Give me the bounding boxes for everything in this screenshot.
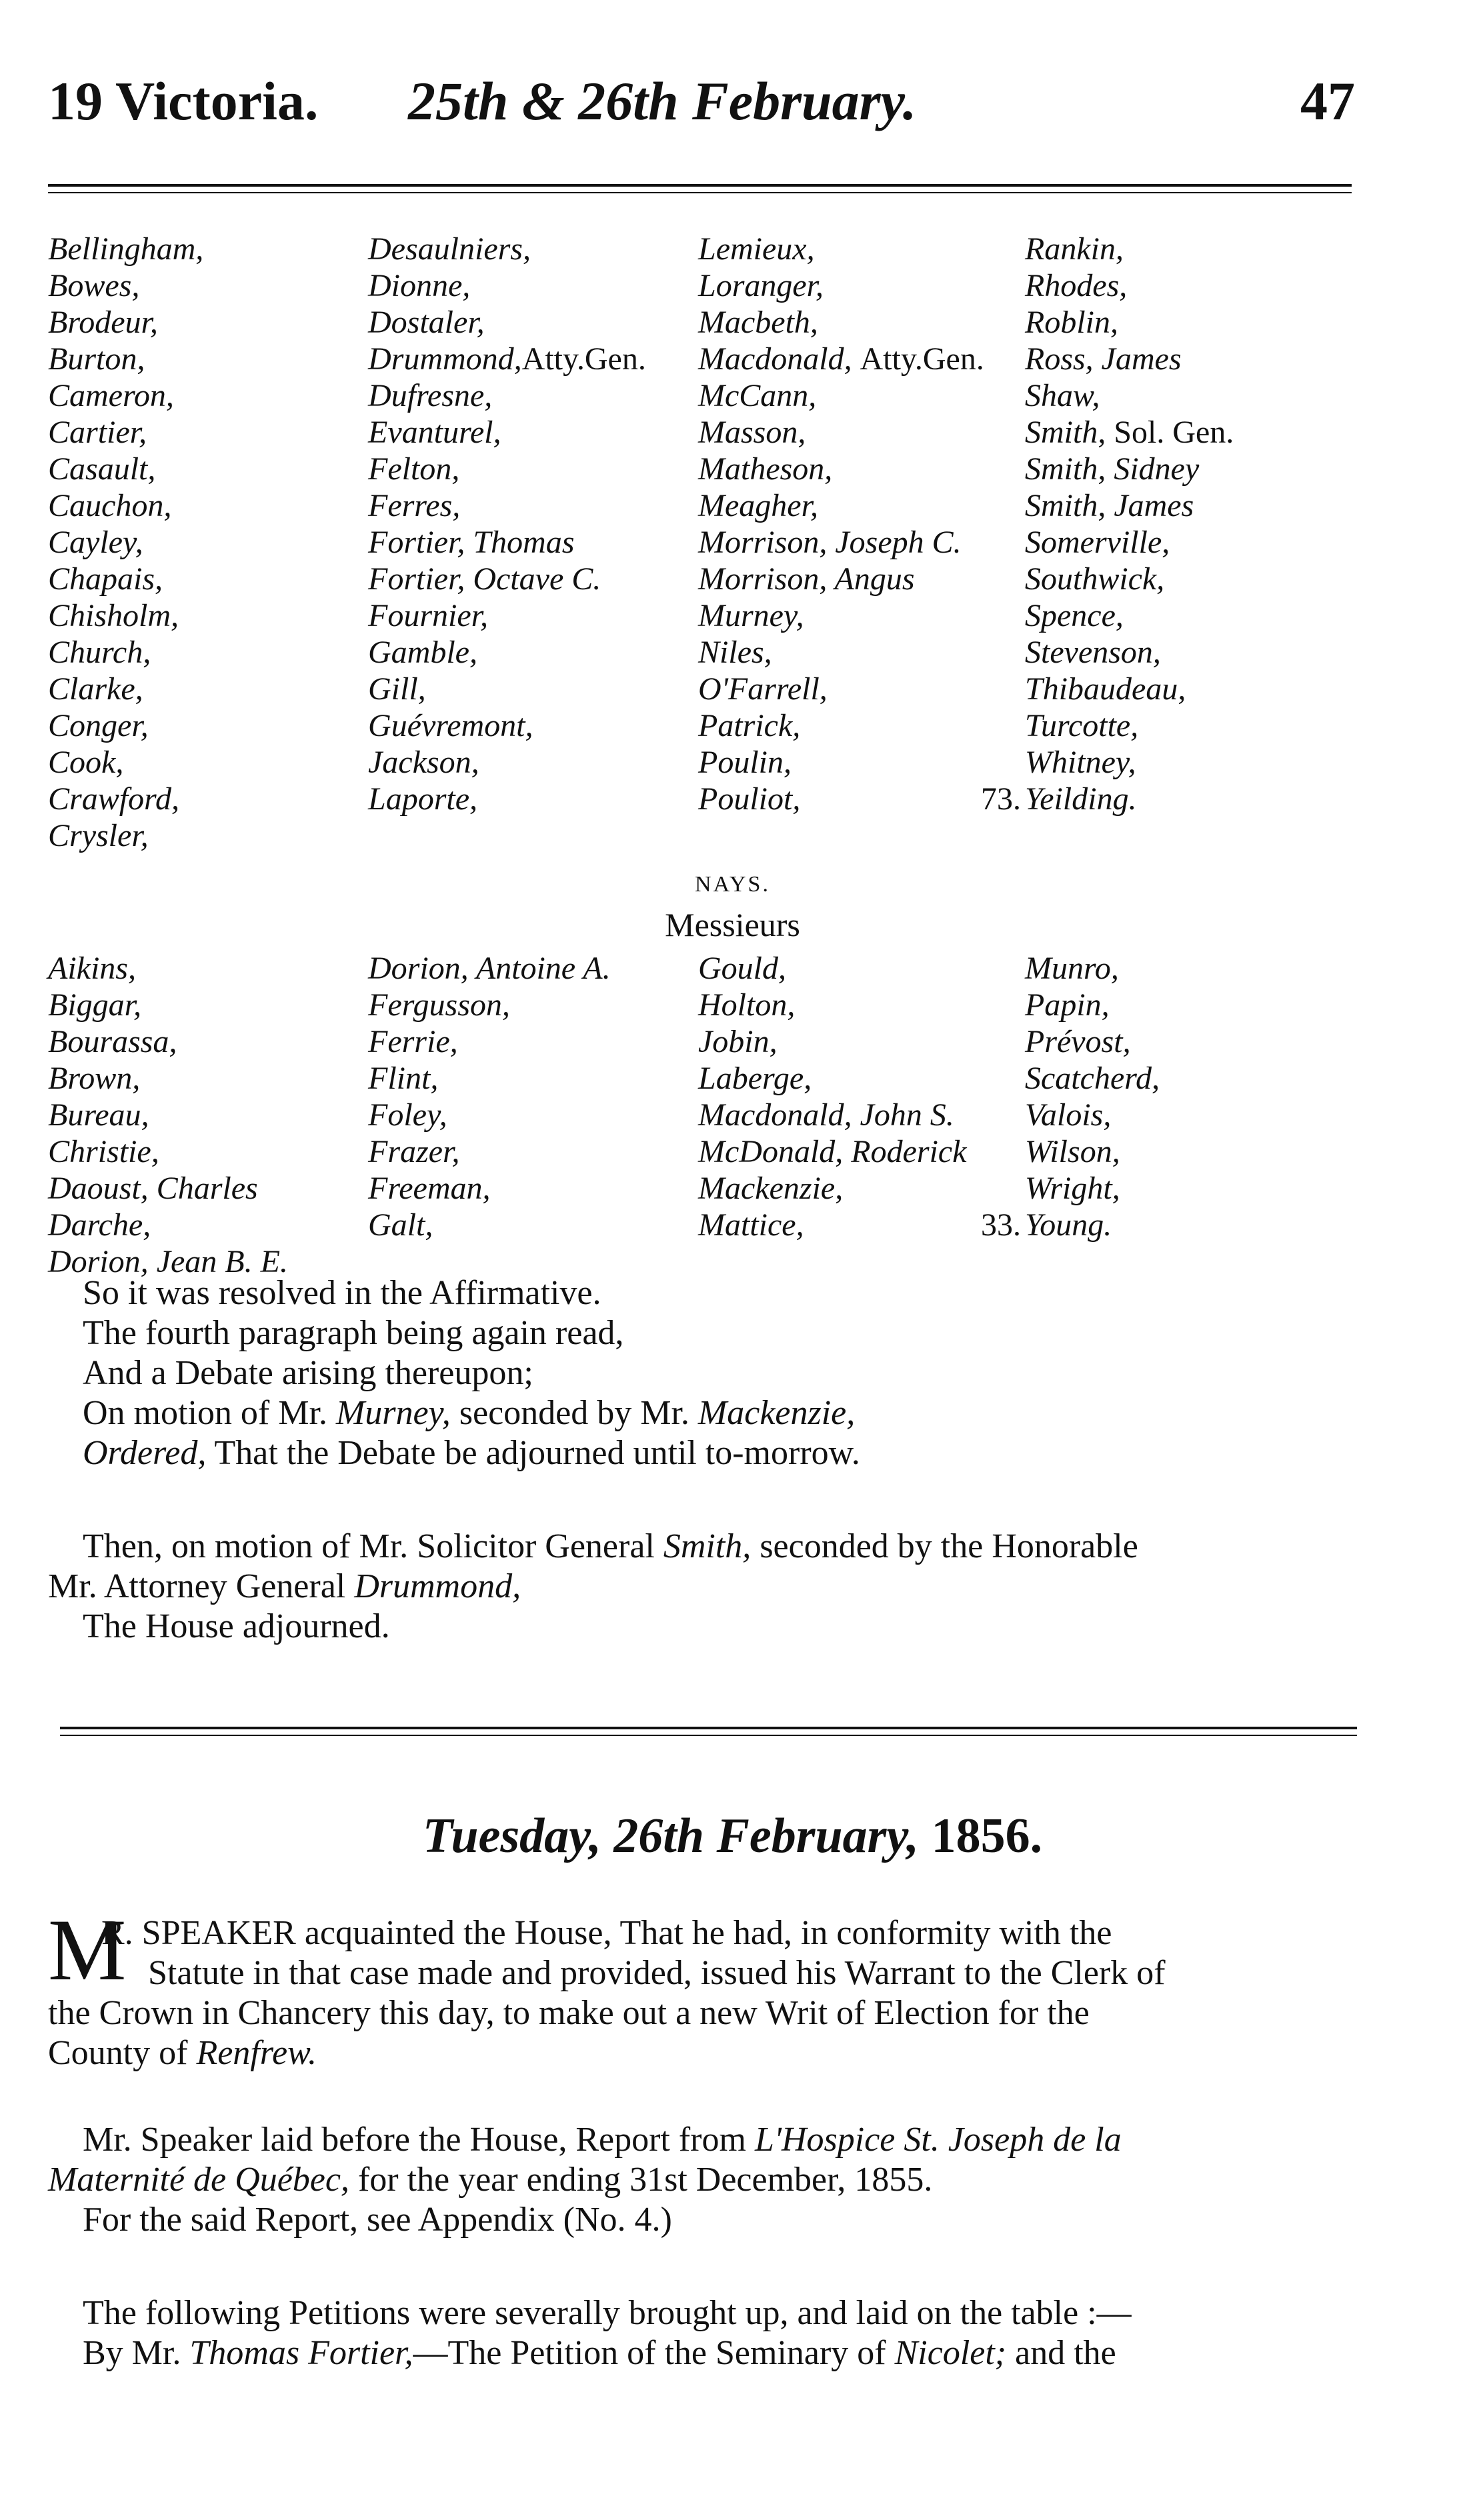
yea-name: Desaulniers, [368,231,531,267]
attorney-general-title: Atty.Gen. [521,341,646,377]
yea-name: Stevenson, [1025,635,1161,670]
adjournment-text: seconded by the Honorable [760,1527,1138,1565]
petition-text: —The Petition of the Seminary of [413,2334,886,2372]
nay-name: Valois, [1025,1097,1112,1133]
nay-name: Papin, [1025,987,1110,1023]
yea-name: Cayley, [48,525,143,560]
speaker-line-1: R. SPEAKER acquainted the House, That he had, in conformity with the [101,1914,1112,1952]
yea-name: Morrison, Joseph C. [698,525,962,560]
yea-name: Drummond, [368,341,522,377]
ordered-word: Ordered, [83,1434,207,1472]
petitions-paragraph [48,2293,1362,2373]
nay-name: Holton, [698,987,796,1023]
yea-name: Bowes, [48,268,140,303]
nay-name: Ferrie, [368,1024,458,1059]
yea-name: Fortier, Octave C. [368,561,601,597]
report-line-2 [48,2160,1362,2200]
nay-name: Darche, [48,1207,151,1243]
nay-name: Mackenzie, [698,1171,844,1206]
page-number: 47 [1300,71,1355,131]
yea-name: Casault, [48,451,156,487]
member-name: Mackenzie, [697,1394,856,1432]
date-heading [0,1808,1465,1865]
nay-name: Frazer, [368,1134,460,1169]
report-paragraph [48,2120,1362,2240]
yea-name: Thibaudeau, [1025,671,1186,707]
yea-name: Shaw, [1025,378,1100,413]
yea-name: Dufresne, [368,378,493,413]
member-name: Thomas Fortier, [189,2334,413,2372]
yea-name: Loranger, [698,268,824,303]
speaker-line-4 [48,2033,1362,2073]
nay-name: Gould, [698,951,786,986]
nays-column-4 [981,950,1160,1243]
yea-name: Crysler, [48,818,149,853]
petitions-line-2 [48,2333,1362,2373]
nay-name: Mattice, [698,1207,804,1243]
motion-text: On motion of Mr. [83,1394,327,1432]
date-month: February, [716,1809,920,1863]
speaker-line-3: the Crown in Chancery this day, to make out a new Writ of Election for the [48,1994,1090,2032]
date-day: Tuesday, [422,1809,601,1863]
yea-name: Dionne, [368,268,471,303]
nay-name: Dorion, Jean B. E. [48,1244,288,1279]
yea-name-with-title [698,341,984,377]
yea-name: Cauchon, [48,488,172,523]
yea-name: Dostaler, [368,305,485,340]
speaker-text: County of [48,2034,188,2072]
attorney-general-title: Atty.Gen. [860,341,984,377]
yea-name: Smith, [1025,415,1106,450]
nay-name: Dorion, Antoine A. [368,951,611,986]
yea-name: McCann, [698,378,817,413]
place-name: Nicolet; [894,2334,1007,2372]
running-head [48,70,1355,143]
yea-name: Matheson, [698,451,833,487]
section-rule [60,1727,1357,1729]
nay-name: Prévost, [1025,1024,1131,1059]
nay-name: Scatcherd, [1025,1061,1160,1096]
yea-name: Cartier, [48,415,147,450]
petitions-line-1: The following Petitions were severally brought up, and laid on the table :— [83,2294,1132,2332]
nay-name: McDonald, Roderick [698,1134,967,1169]
yea-name: Laporte, [368,781,478,817]
yea-name: Fournier, [368,598,488,633]
resolved-line: So it was resolved in the Affirmative. [83,1274,601,1312]
member-name: Murney, [335,1394,451,1432]
yea-name: Lemieux, [698,231,815,267]
header-regnal-year: 19 Victoria. [48,71,319,131]
nay-name: Freeman, [368,1171,491,1206]
debate-line: And a Debate arising thereupon; [83,1354,533,1392]
nay-name: Flint, [368,1061,439,1096]
yea-name: Morrison, Angus [698,561,915,597]
yea-name-with-title [368,341,646,377]
nay-name: Jobin, [698,1024,778,1059]
petition-text: By Mr. [83,2334,181,2372]
ordered-text: That the Debate be adjourned until to-morrow. [214,1434,860,1472]
nay-name: Biggar, [48,987,142,1023]
yea-name: Brodeur, [48,305,158,340]
adjournment-paragraph [48,1527,1362,1647]
nay-name: Munro, [1025,951,1119,986]
ordered-line [48,1433,1362,1473]
yea-name: Chapais, [48,561,163,597]
yea-name: Spence, [1025,598,1124,633]
yea-name: Poulin, [698,745,792,780]
petition-text: and the [1015,2334,1116,2372]
yea-name: Niles, [698,635,772,670]
date-year: 1856. [931,1809,1043,1863]
date-number: 26th [613,1809,704,1863]
yea-name: Turcotte, [1025,708,1139,743]
yeas-column-3 [698,231,984,817]
fourth-paragraph-line: The fourth paragraph being again read, [83,1314,624,1352]
member-name: Drummond, [354,1567,521,1605]
nays-heading: NAYS. [695,872,770,897]
report-text: Mr. Speaker laid before the House, Report from [83,2121,746,2159]
nay-name: Wright, [1025,1171,1120,1206]
messieurs-label: Messieurs [665,906,800,943]
yeas-column-1 [48,231,203,854]
yea-name: Jackson, [368,745,479,780]
yeas-column-4 [981,231,1234,817]
speaker-line-2: Statute in that case made and provided, issued his Warrant to the Clerk of [148,1954,1166,1992]
yea-name: O'Farrell, [698,671,828,707]
nay-name: Aikins, [48,951,136,986]
speaker-paragraph [48,1901,1362,2073]
yea-name: Rhodes, [1025,268,1128,303]
yea-name: Evanturel, [368,415,501,450]
yea-name: Macdonald, [698,341,852,377]
header-dates: 25th & 26th February. [408,71,917,131]
nays-count: 33. [981,1207,1021,1243]
solicitor-general-title: Sol. Gen. [1114,415,1234,450]
nay-name: Young. [1025,1207,1112,1243]
attorney-line [48,1567,1362,1607]
nays-column-2 [368,950,611,1243]
member-name: Smith, [663,1527,752,1565]
yeas-count: 73. [981,781,1021,817]
header-rule [48,184,1352,187]
report-text: for the year ending 31st December, 1855. [357,2161,933,2199]
yea-name: Yeilding. [1025,781,1137,817]
county-name: Renfrew. [196,2034,317,2072]
yea-name: Southwick, [1025,561,1165,597]
drop-capital: M [48,1901,127,1999]
nay-name: Bureau, [48,1097,149,1133]
yea-name: Conger, [48,708,149,743]
motion-line [48,1393,1362,1433]
yea-name: Chisholm, [48,598,179,633]
report-line-1 [48,2120,1362,2160]
yea-name-with-title [1025,414,1234,451]
institution-name: L'Hospice St. Joseph de la [754,2121,1122,2159]
nay-name: Laberge, [698,1061,812,1096]
yea-name: Smith, Sidney [1025,451,1200,487]
nay-name: Macdonald, John S. [698,1097,954,1133]
yea-name: Fortier, Thomas [368,525,575,560]
nay-last-with-count [981,1207,1160,1243]
yea-name: Guévremont, [368,708,533,743]
nay-name: Wilson, [1025,1134,1120,1169]
yea-last-with-count [981,781,1234,817]
yea-name: Cook, [48,745,124,780]
motion-text: seconded by Mr. [459,1394,689,1432]
yea-name: Smith, James [1025,488,1194,523]
nay-name: Christie, [48,1134,159,1169]
nay-name: Bourassa, [48,1024,177,1059]
institution-name: Maternité de Québec, [48,2161,349,2199]
yea-name: Bellingham, [48,231,204,267]
proceedings [48,1273,1362,1473]
yea-name: Ferres, [368,488,461,523]
nay-name: Daoust, Charles [48,1171,258,1206]
yea-name: Felton, [368,451,460,487]
yea-name: Cameron, [48,378,174,413]
yea-name: Rankin, [1025,231,1124,267]
yea-name: Burton, [48,341,145,377]
nays-column-1 [48,950,288,1280]
adjournment-text: Mr. Attorney General [48,1567,346,1605]
house-adjourned-line: The House adjourned. [83,1607,390,1645]
yea-name: Roblin, [1025,305,1118,340]
yea-name: Pouliot, [698,781,801,817]
yea-name: Church, [48,635,151,670]
yea-name: Somerville, [1025,525,1170,560]
nay-name: Foley, [368,1097,447,1133]
yea-name: Gill, [368,671,426,707]
nay-name: Galt, [368,1207,433,1243]
yea-name: Gamble, [368,635,477,670]
yea-name: Clarke, [48,671,143,707]
yea-name: Whitney, [1025,745,1136,780]
yea-name: Patrick, [698,708,801,743]
adjournment-text: Then, on motion of Mr. Solicitor General [83,1527,655,1565]
yea-name: Murney, [698,598,804,633]
nays-column-3 [698,950,967,1243]
yeas-column-2 [368,231,646,817]
yea-name: Ross, James [1025,341,1182,377]
then-line [48,1527,1362,1567]
yea-name: Macbeth, [698,305,818,340]
yea-name: Crawford, [48,781,179,817]
nay-name: Fergusson, [368,987,510,1023]
nay-name: Brown, [48,1061,141,1096]
report-line-3: For the said Report, see Appendix (No. 4.) [83,2201,672,2239]
yea-name: Masson, [698,415,806,450]
yea-name: Meagher, [698,488,818,523]
